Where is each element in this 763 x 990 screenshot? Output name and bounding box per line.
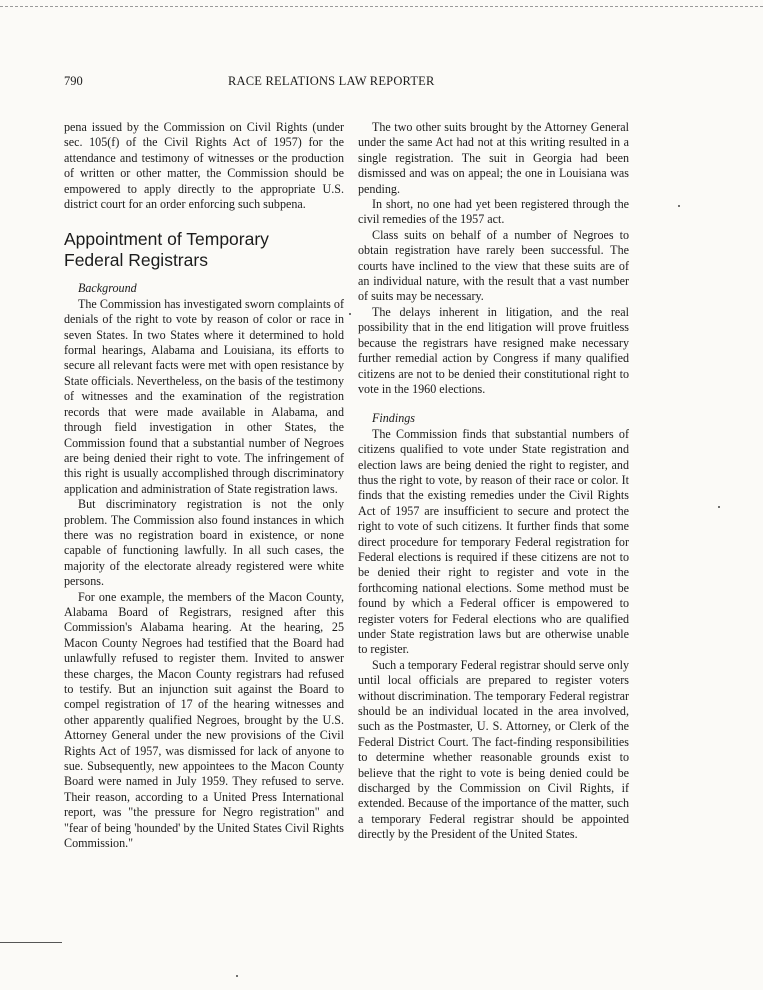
section-heading — [64, 229, 344, 271]
continuation-paragraph: pena issued by the Commission on Civil Rights (under sec. 105(f) of the Civil Rights Act of 1957) for the attendance and testimony of witnesses or the production of written or other matter, the Commission should be empowered to apply directly to the appropriate U.S. district court for an order enforcing such subpena. — [64, 120, 344, 212]
findings-paragraph-1: The Commission finds that substantial numbers of citizens qualified to vote under State registration and election laws are being denied the right to register, and thus the right to vote, by reason of their race or color. It finds that the existing remedies under the Civil Rights Act of 1957 are insufficient to secure and protect the right to vote of such citizens. It further finds that some direct procedure for temporary Federal registration for Federal elections is required if these citizens are not to be denied their right to register and vote in the forthcoming national elections. Some method must be found by which a Federal officer is empowered to register voters for Federal elections who are qualified under State registration laws but are otherwise unable to register. — [358, 426, 629, 657]
subheading-background: Background — [78, 281, 137, 296]
top-edge-rule — [0, 6, 763, 7]
right-paragraph-2: In short, no one had yet been registered through the civil remedies of the 1957 act. — [358, 197, 629, 227]
scan-speck — [349, 313, 351, 315]
running-head: RACE RELATIONS LAW REPORTER — [228, 74, 435, 88]
spacer — [358, 397, 629, 411]
page-number: 790 — [64, 74, 83, 88]
right-paragraph-1: The two other suits brought by the Attorney General under the same Act had not at this writing resulted in a single registration. The suit in Georgia had been dismissed and was on appeal; the one in Louisiana was pending. — [358, 120, 629, 196]
scan-speck — [678, 205, 680, 207]
bottom-edge-rule — [0, 942, 62, 943]
section-heading-line-1: Appointment of Temporary — [64, 229, 269, 250]
scan-speck — [236, 975, 238, 977]
scan-speck — [718, 506, 720, 508]
background-paragraph-2: But discriminatory registration is not the only problem. The Commission also found instances in which there was no registration board in existence, or none capable of functioning lawfully. In all such cases, the majority of the electorate already registered were white persons. — [64, 497, 344, 589]
subheading-findings: Findings — [372, 411, 416, 426]
right-paragraph-3: Class suits on behalf of a number of Negroes to obtain registration have rarely been successful. The courts have inclined to the view that these suits are of an individual nature, with the result that a vast number of suits may be necessary. — [358, 227, 629, 304]
left-column — [64, 120, 344, 851]
section-heading-line-2: Federal Registrars — [64, 250, 208, 271]
findings-paragraph-2: Such a temporary Federal registrar should serve only until local officials are prepared to register voters without discrimination. The temporary Federal registrar should be an individual located in the area involved, such as the Postmaster, U. S. Attorney, or Clerk of the Federal District Court. The fact-finding responsibilities to determine whether reasonable grounds exist to believe that the right to vote is being denied could be discharged by the Commission on Civil Rights, if extended. Because of the importance of the matter, such a temporary Federal registrar should be appointed directly by the President of the United States. — [358, 657, 629, 842]
right-paragraph-4: The delays inherent in litigation, and the real possibility that in the end litigation will prove fruitless because the registrars have resigned make necessary further remedial action by Congress if many qualified citizens are not to be denied their constitutional right to vote in the 1960 elections. — [358, 304, 629, 396]
background-paragraph-1: The Commission has investigated sworn complaints of denials of the right to vote by reason of color or race in seven States. In two States where it determined to hold formal hearings, Alabama and Louisiana, its efforts to secure all relevant facts were met with open resistance by State officials. Nevertheless, on the basis of the testimony of witnesses and the examination of the registration records that were made available in Alabama, and through field investigation in other States, the Commission found that a substantial number of Negroes are being denied their right to vote. The infringement of this right is usually accomplished through discriminatory application and administration of State registration laws. — [64, 296, 344, 496]
background-paragraph-3: For one example, the members of the Macon County, Alabama Board of Registrars, resigned after this Commission's Alabama hearing. At the hearing, 25 Macon County Negroes had testified that the Board had unlawfully refused to register them. Invited to answer these charges, the Macon County registrars had refused to testify. But an injunction suit against the Board to compel registration of 17 of the hearing witnesses and other apparently qualified Negroes, brought by the U.S. Attorney General under the new provisions of the Civil Rights Act of 1957, was dismissed for lack of anyone to sue. Subsequently, new appointees to the Macon County Board were named in July 1959. They refused to serve. Their reason, according to a United Press International report, was "the pressure for Negro registration" and "fear of being 'hounded' by the United States Civil Rights Commission." — [64, 589, 344, 851]
right-column — [358, 120, 629, 843]
